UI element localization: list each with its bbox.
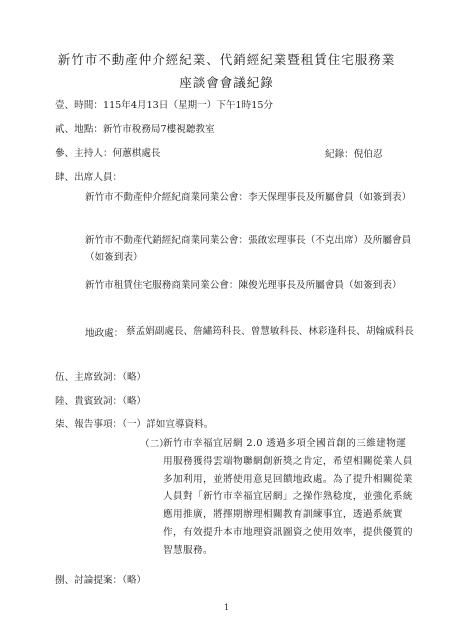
attendee-sales-agency-association: 新竹市不動產代銷經紀商業同業公會：張啟宏理事長（不克出席）及所屬會員（如簽到表） bbox=[85, 235, 412, 263]
meeting-recorder: 紀錄：倪伯忍 bbox=[325, 149, 383, 160]
attendee-brokerage-association: 新竹市不動產仲介經紀商業同業公會：李天保理事長及所屬會員（如簽到表） bbox=[85, 192, 412, 203]
attendee-rental-housing-association: 新竹市租賃住宅服務商業同業公會：陳俊光理事長及所屬會員（如簽到表） bbox=[85, 280, 402, 291]
report-heading: 柒、報告事項：（一）詳如宣導資料。 bbox=[55, 419, 214, 430]
attendee-land-office-label: 地政處： bbox=[85, 328, 124, 339]
document-subtitle: 座談會會議紀錄 bbox=[179, 75, 274, 90]
page-number: 1 bbox=[223, 603, 230, 612]
discussion-proposals: 捌、討論提案：（略） bbox=[55, 575, 147, 586]
report-item2-label: （二） bbox=[140, 439, 169, 450]
meeting-time: 壹、時間：115年4月13日（星期一）下午1時15分 bbox=[55, 100, 274, 111]
attendees-heading: 肆、出席人員： bbox=[55, 172, 123, 183]
chair-remarks: 伍、主席致詞：（略） bbox=[55, 372, 147, 383]
document-title: 新竹市不動產仲介經紀業、代銷經紀業暨租賃住宅服務業 bbox=[57, 52, 396, 67]
attendee-land-office-staff: 蔡孟娟副處長、詹繡筠科長、曾慧敏科長、林彩逢科長、胡翰威科長 bbox=[126, 326, 414, 337]
report-item2-text: 新竹市幸福宜居網 2.0 透過多項全國首創的三維建物運用服務獲得雲端物聯網創新獎之肯定，希望相關從業人員多加利用，並將使用意見回饋地政處。為了提升相關從業人員對「新竹市幸福宜居網」之操作熟稔度，並強化系統應用推廣，將擇期辦理相關教育訓練事宜，透過系統實作，有效提升本市地理資訊圖資之使用效率，提供優質的智慧服務。 bbox=[163, 438, 413, 556]
meeting-location: 貳、地點：新竹市稅務局7樓視聽教室 bbox=[55, 124, 215, 135]
guest-remarks: 陸、貴賓致詞：（略） bbox=[55, 396, 147, 407]
meeting-chair: 參、主持人：何蕙棋處長 bbox=[55, 148, 161, 159]
